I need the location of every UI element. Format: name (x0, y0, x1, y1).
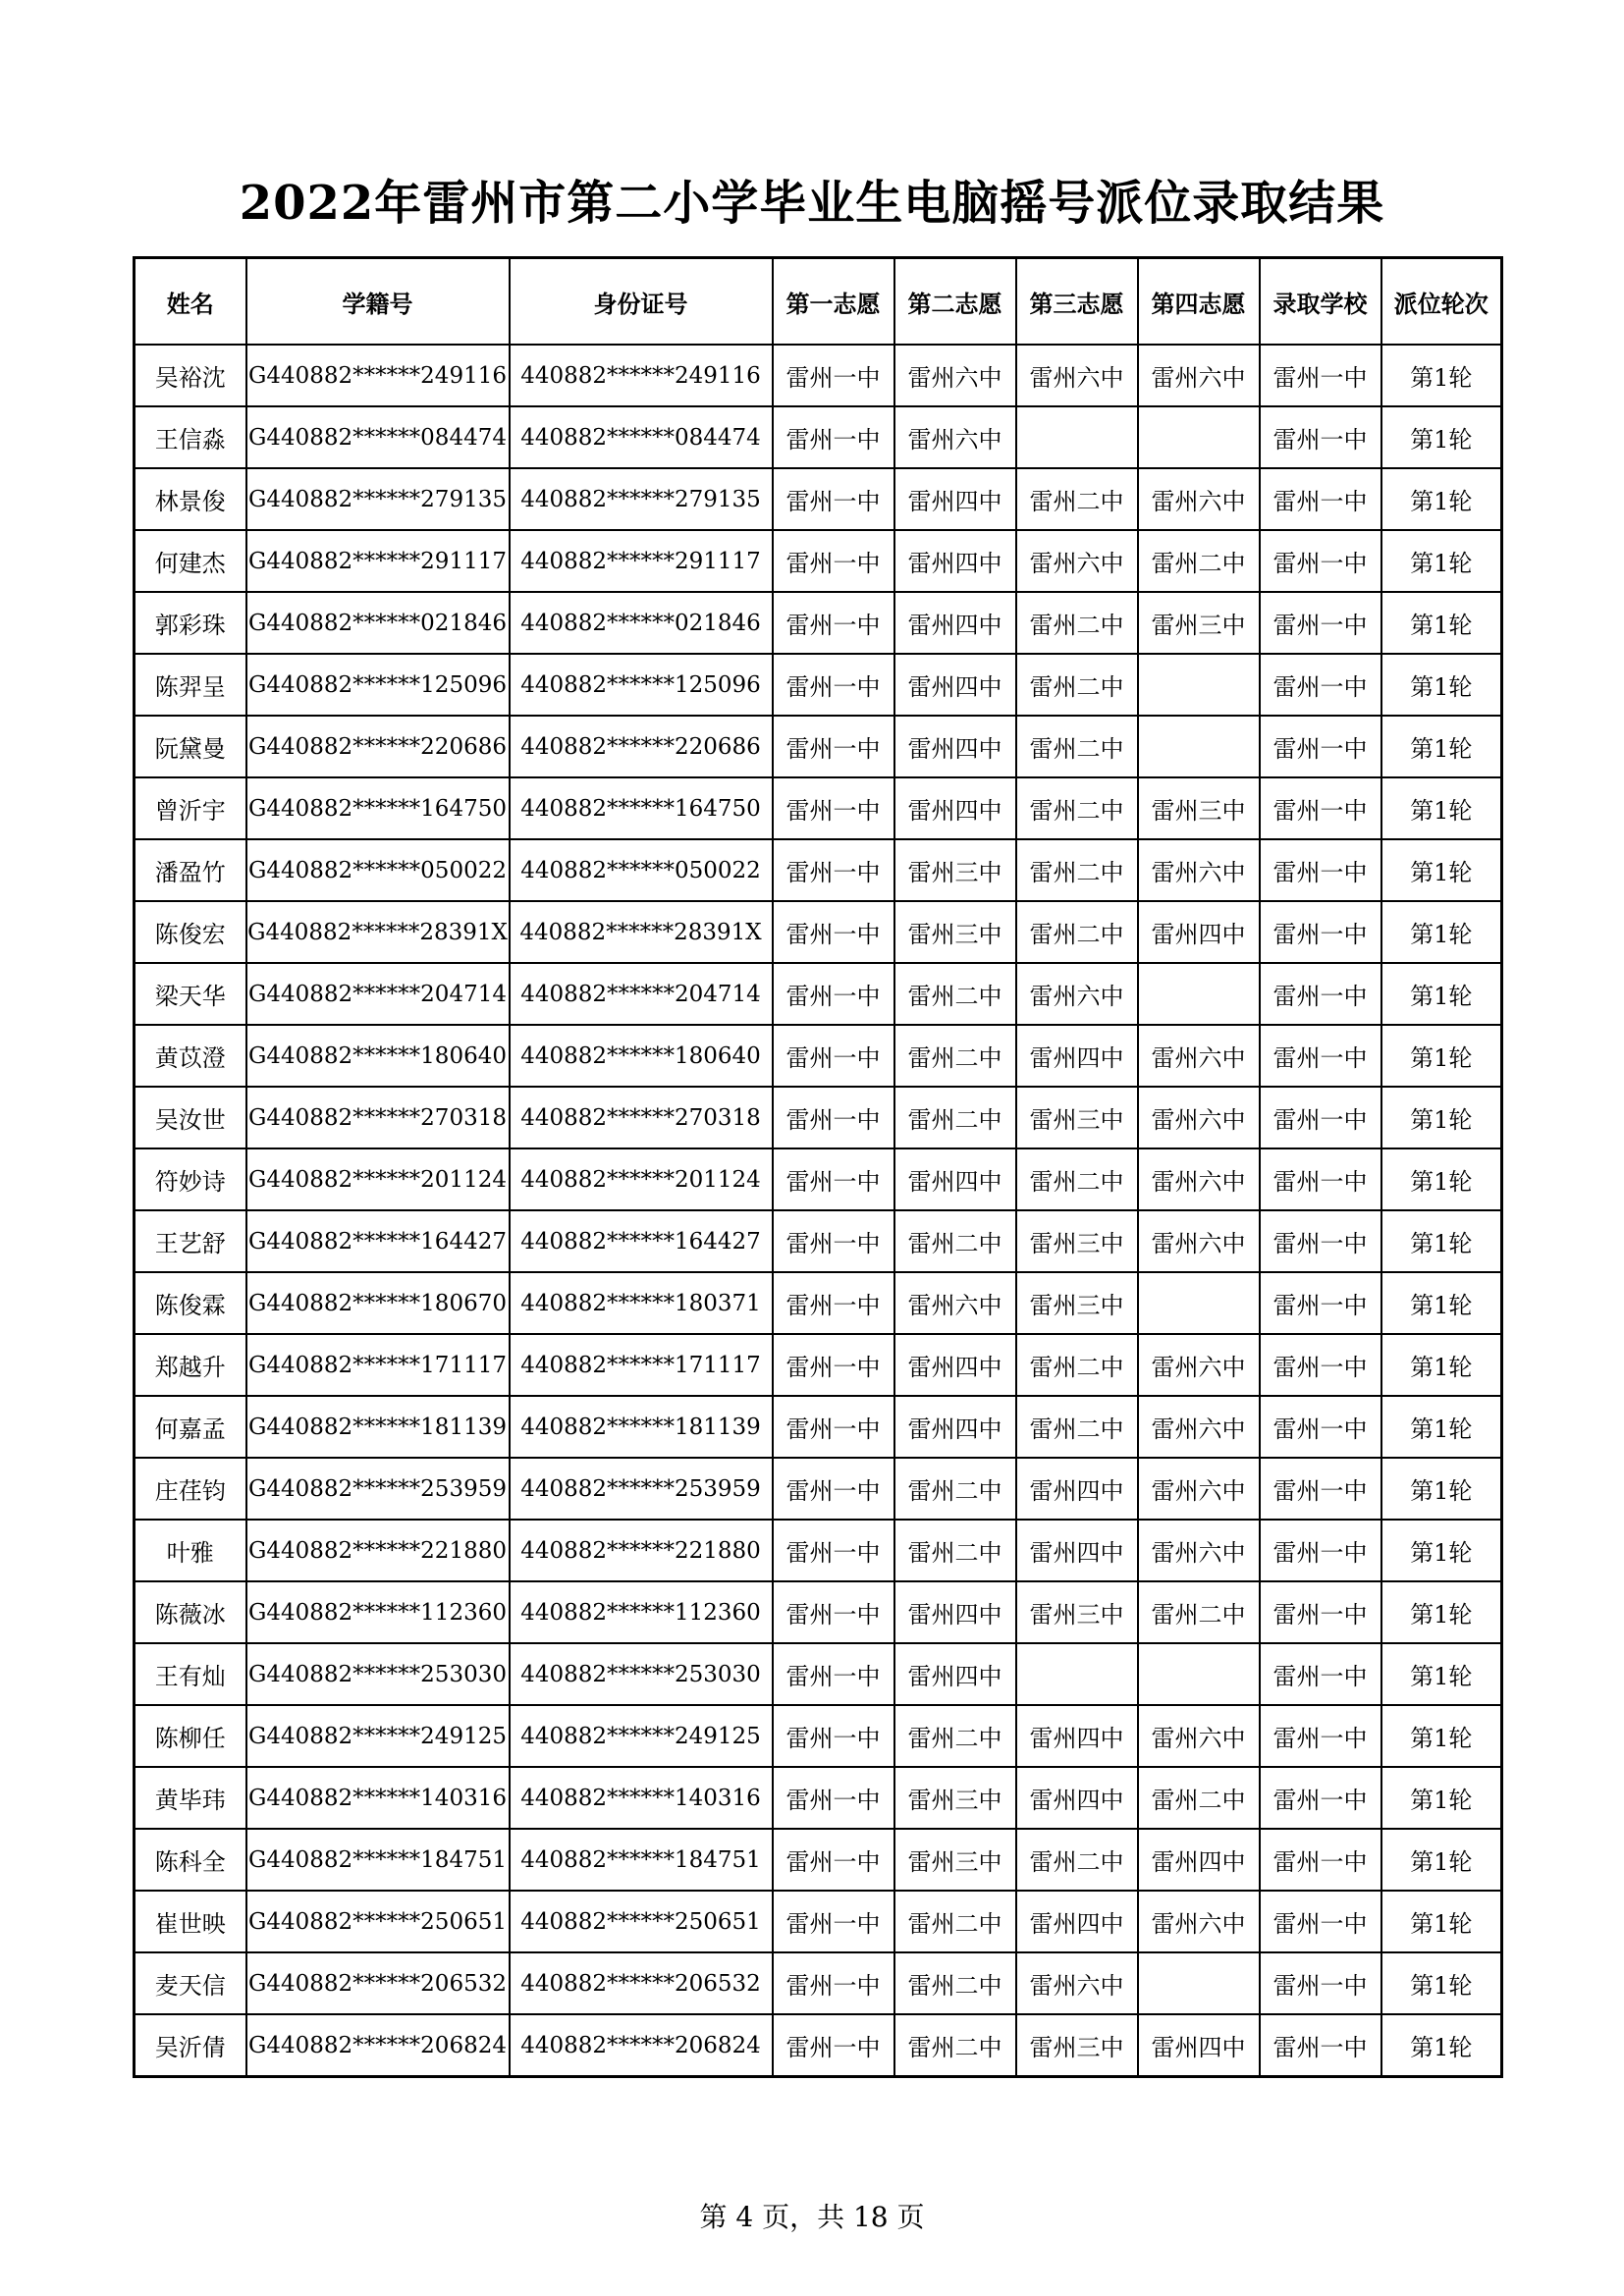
table-row (135, 1643, 1502, 1705)
table-row (135, 654, 1502, 716)
table-row (135, 2014, 1502, 2077)
cell-choice-2: 雷州四中 (894, 654, 1016, 716)
cell-choice-3: 雷州二中 (1016, 1148, 1138, 1210)
cell-id-card: 440882******125096 (510, 654, 773, 716)
cell-admitted-school: 雷州一中 (1260, 1520, 1381, 1581)
cell-choice-2: 雷州六中 (894, 406, 1016, 468)
cell-choice-4 (1138, 1952, 1260, 2014)
table-row (135, 901, 1502, 963)
cell-admitted-school: 雷州一中 (1260, 406, 1381, 468)
cell-admitted-school: 雷州一中 (1260, 1705, 1381, 1767)
cell-choice-1: 雷州一中 (773, 406, 894, 468)
table-row (135, 345, 1502, 406)
cell-admitted-school: 雷州一中 (1260, 1581, 1381, 1643)
cell-choice-1: 雷州一中 (773, 468, 894, 530)
cell-student-id: G440882******249116 (246, 345, 510, 406)
cell-choice-2: 雷州二中 (894, 1705, 1016, 1767)
results-table (133, 256, 1503, 2078)
cell-id-card: 440882******221880 (510, 1520, 773, 1581)
cell-choice-4: 雷州四中 (1138, 901, 1260, 963)
cell-round: 第1轮 (1381, 1705, 1502, 1767)
cell-choice-1: 雷州一中 (773, 1643, 894, 1705)
cell-id-card: 440882******112360 (510, 1581, 773, 1643)
cell-name: 陈俊宏 (135, 901, 246, 963)
cell-choice-2: 雷州四中 (894, 1334, 1016, 1396)
cell-choice-4: 雷州六中 (1138, 345, 1260, 406)
cell-choice-2: 雷州二中 (894, 963, 1016, 1025)
cell-name: 梁天华 (135, 963, 246, 1025)
table-row (135, 1148, 1502, 1210)
cell-student-id: G440882******253030 (246, 1643, 510, 1705)
cell-name: 吴裕沈 (135, 345, 246, 406)
cell-choice-2: 雷州二中 (894, 1087, 1016, 1148)
cell-round: 第1轮 (1381, 530, 1502, 592)
table-row (135, 406, 1502, 468)
cell-admitted-school: 雷州一中 (1260, 1767, 1381, 1829)
table-row (135, 1767, 1502, 1829)
header-row (135, 258, 1502, 346)
cell-choice-2: 雷州四中 (894, 468, 1016, 530)
cell-choice-4: 雷州六中 (1138, 839, 1260, 901)
cell-admitted-school: 雷州一中 (1260, 1025, 1381, 1087)
cell-round: 第1轮 (1381, 468, 1502, 530)
cell-choice-2: 雷州二中 (894, 1458, 1016, 1520)
cell-choice-2: 雷州四中 (894, 530, 1016, 592)
cell-id-card: 440882******021846 (510, 592, 773, 654)
cell-admitted-school: 雷州一中 (1260, 530, 1381, 592)
cell-choice-2: 雷州二中 (894, 1952, 1016, 2014)
header-round: 派位轮次 (1381, 258, 1502, 346)
cell-name: 吴汝世 (135, 1087, 246, 1148)
cell-name: 何嘉孟 (135, 1396, 246, 1458)
cell-id-card: 440882******253959 (510, 1458, 773, 1520)
cell-choice-3: 雷州三中 (1016, 1272, 1138, 1334)
cell-round: 第1轮 (1381, 1952, 1502, 2014)
cell-round: 第1轮 (1381, 777, 1502, 839)
cell-choice-2: 雷州三中 (894, 901, 1016, 963)
cell-round: 第1轮 (1381, 839, 1502, 901)
cell-round: 第1轮 (1381, 716, 1502, 777)
cell-id-card: 440882******206824 (510, 2014, 773, 2077)
cell-choice-1: 雷州一中 (773, 1272, 894, 1334)
cell-choice-3: 雷州二中 (1016, 839, 1138, 901)
header-id-card: 身份证号 (510, 258, 773, 346)
cell-round: 第1轮 (1381, 963, 1502, 1025)
cell-choice-2: 雷州二中 (894, 1210, 1016, 1272)
cell-admitted-school: 雷州一中 (1260, 1458, 1381, 1520)
table-row (135, 530, 1502, 592)
cell-choice-3: 雷州三中 (1016, 1581, 1138, 1643)
cell-choice-1: 雷州一中 (773, 1458, 894, 1520)
table-row (135, 1829, 1502, 1891)
cell-choice-4: 雷州六中 (1138, 1148, 1260, 1210)
cell-admitted-school: 雷州一中 (1260, 1829, 1381, 1891)
cell-id-card: 440882******250651 (510, 1891, 773, 1952)
cell-name: 崔世映 (135, 1891, 246, 1952)
cell-admitted-school: 雷州一中 (1260, 1952, 1381, 2014)
table-row (135, 1705, 1502, 1767)
cell-choice-4: 雷州四中 (1138, 2014, 1260, 2077)
cell-choice-3: 雷州二中 (1016, 592, 1138, 654)
cell-choice-3: 雷州四中 (1016, 1458, 1138, 1520)
cell-choice-4: 雷州六中 (1138, 1087, 1260, 1148)
cell-choice-1: 雷州一中 (773, 1334, 894, 1396)
cell-round: 第1轮 (1381, 901, 1502, 963)
cell-choice-1: 雷州一中 (773, 777, 894, 839)
cell-choice-3: 雷州二中 (1016, 777, 1138, 839)
cell-choice-4: 雷州六中 (1138, 1520, 1260, 1581)
cell-round: 第1轮 (1381, 345, 1502, 406)
cell-id-card: 440882******171117 (510, 1334, 773, 1396)
cell-admitted-school: 雷州一中 (1260, 1210, 1381, 1272)
cell-student-id: G440882******084474 (246, 406, 510, 468)
cell-student-id: G440882******181139 (246, 1396, 510, 1458)
cell-admitted-school: 雷州一中 (1260, 1891, 1381, 1952)
cell-round: 第1轮 (1381, 1148, 1502, 1210)
cell-admitted-school: 雷州一中 (1260, 1334, 1381, 1396)
cell-admitted-school: 雷州一中 (1260, 1396, 1381, 1458)
table-row (135, 1334, 1502, 1396)
cell-id-card: 440882******279135 (510, 468, 773, 530)
cell-choice-3: 雷州六中 (1016, 1952, 1138, 2014)
cell-choice-3: 雷州二中 (1016, 468, 1138, 530)
cell-id-card: 440882******204714 (510, 963, 773, 1025)
cell-round: 第1轮 (1381, 2014, 1502, 2077)
cell-choice-3: 雷州四中 (1016, 1025, 1138, 1087)
cell-choice-1: 雷州一中 (773, 2014, 894, 2077)
cell-round: 第1轮 (1381, 1581, 1502, 1643)
cell-name: 潘盈竹 (135, 839, 246, 901)
cell-choice-1: 雷州一中 (773, 530, 894, 592)
page-footer: 第 4 页，共 18 页 (699, 2201, 925, 2233)
table-row (135, 1396, 1502, 1458)
cell-name: 郭彩珠 (135, 592, 246, 654)
table-row (135, 1891, 1502, 1952)
cell-name: 黄毕玮 (135, 1767, 246, 1829)
cell-name: 郑越升 (135, 1334, 246, 1396)
cell-name: 陈薇冰 (135, 1581, 246, 1643)
cell-name: 陈柳任 (135, 1705, 246, 1767)
cell-round: 第1轮 (1381, 1396, 1502, 1458)
cell-choice-4: 雷州四中 (1138, 1829, 1260, 1891)
cell-name: 王信淼 (135, 406, 246, 468)
cell-choice-1: 雷州一中 (773, 592, 894, 654)
cell-choice-2: 雷州二中 (894, 2014, 1016, 2077)
cell-choice-3: 雷州三中 (1016, 1210, 1138, 1272)
cell-id-card: 440882******184751 (510, 1829, 773, 1891)
cell-choice-3: 雷州四中 (1016, 1705, 1138, 1767)
cell-admitted-school: 雷州一中 (1260, 1272, 1381, 1334)
cell-choice-2: 雷州六中 (894, 345, 1016, 406)
cell-choice-4 (1138, 406, 1260, 468)
cell-name: 何建杰 (135, 530, 246, 592)
cell-admitted-school: 雷州一中 (1260, 1087, 1381, 1148)
cell-student-id: G440882******180640 (246, 1025, 510, 1087)
header-admitted-school: 录取学校 (1260, 258, 1381, 346)
table-row (135, 1581, 1502, 1643)
cell-choice-4: 雷州六中 (1138, 1705, 1260, 1767)
cell-admitted-school: 雷州一中 (1260, 2014, 1381, 2077)
header-choice-3: 第三志愿 (1016, 258, 1138, 346)
cell-choice-4: 雷州二中 (1138, 1767, 1260, 1829)
cell-name: 曾沂宇 (135, 777, 246, 839)
table-row (135, 468, 1502, 530)
table-row (135, 1210, 1502, 1272)
cell-choice-2: 雷州三中 (894, 1767, 1016, 1829)
cell-name: 陈科全 (135, 1829, 246, 1891)
cell-choice-4 (1138, 1272, 1260, 1334)
cell-round: 第1轮 (1381, 1210, 1502, 1272)
cell-choice-4: 雷州三中 (1138, 777, 1260, 839)
cell-admitted-school: 雷州一中 (1260, 901, 1381, 963)
cell-student-id: G440882******050022 (246, 839, 510, 901)
header-name: 姓名 (135, 258, 246, 346)
cell-name: 麦天信 (135, 1952, 246, 2014)
header-choice-1: 第一志愿 (773, 258, 894, 346)
cell-id-card: 440882******249125 (510, 1705, 773, 1767)
table-row (135, 1458, 1502, 1520)
table-row (135, 839, 1502, 901)
cell-name: 陈羿呈 (135, 654, 246, 716)
cell-round: 第1轮 (1381, 1272, 1502, 1334)
cell-choice-4 (1138, 1643, 1260, 1705)
cell-choice-3: 雷州二中 (1016, 1829, 1138, 1891)
cell-choice-2: 雷州三中 (894, 839, 1016, 901)
cell-choice-1: 雷州一中 (773, 1581, 894, 1643)
cell-id-card: 440882******180371 (510, 1272, 773, 1334)
cell-choice-1: 雷州一中 (773, 1396, 894, 1458)
cell-choice-3: 雷州二中 (1016, 1334, 1138, 1396)
cell-choice-3: 雷州六中 (1016, 345, 1138, 406)
cell-choice-3: 雷州六中 (1016, 963, 1138, 1025)
cell-choice-1: 雷州一中 (773, 345, 894, 406)
cell-admitted-school: 雷州一中 (1260, 1148, 1381, 1210)
cell-choice-4: 雷州三中 (1138, 592, 1260, 654)
cell-admitted-school: 雷州一中 (1260, 839, 1381, 901)
cell-student-id: G440882******253959 (246, 1458, 510, 1520)
cell-choice-3: 雷州六中 (1016, 530, 1138, 592)
cell-choice-3 (1016, 1643, 1138, 1705)
cell-choice-4: 雷州六中 (1138, 1396, 1260, 1458)
cell-student-id: G440882******171117 (246, 1334, 510, 1396)
cell-admitted-school: 雷州一中 (1260, 345, 1381, 406)
cell-name: 阮黛曼 (135, 716, 246, 777)
cell-name: 符妙诗 (135, 1148, 246, 1210)
cell-choice-2: 雷州四中 (894, 1148, 1016, 1210)
table-row (135, 1025, 1502, 1087)
cell-choice-2: 雷州四中 (894, 1643, 1016, 1705)
cell-student-id: G440882******180670 (246, 1272, 510, 1334)
cell-student-id: G440882******112360 (246, 1581, 510, 1643)
cell-choice-1: 雷州一中 (773, 1210, 894, 1272)
cell-name: 庄荏钧 (135, 1458, 246, 1520)
cell-choice-2: 雷州四中 (894, 777, 1016, 839)
cell-student-id: G440882******250651 (246, 1891, 510, 1952)
cell-id-card: 440882******249116 (510, 345, 773, 406)
cell-student-id: G440882******201124 (246, 1148, 510, 1210)
cell-choice-3: 雷州四中 (1016, 1767, 1138, 1829)
cell-choice-3: 雷州三中 (1016, 1087, 1138, 1148)
cell-student-id: G440882******204714 (246, 963, 510, 1025)
header-choice-2: 第二志愿 (894, 258, 1016, 346)
cell-choice-3 (1016, 406, 1138, 468)
cell-choice-3: 雷州二中 (1016, 901, 1138, 963)
cell-round: 第1轮 (1381, 1458, 1502, 1520)
cell-student-id: G440882******184751 (246, 1829, 510, 1891)
cell-id-card: 440882******291117 (510, 530, 773, 592)
cell-id-card: 440882******181139 (510, 1396, 773, 1458)
cell-student-id: G440882******221880 (246, 1520, 510, 1581)
cell-round: 第1轮 (1381, 1891, 1502, 1952)
cell-admitted-school: 雷州一中 (1260, 716, 1381, 777)
cell-student-id: G440882******270318 (246, 1087, 510, 1148)
table-row (135, 1272, 1502, 1334)
cell-choice-2: 雷州四中 (894, 1396, 1016, 1458)
cell-id-card: 440882******164427 (510, 1210, 773, 1272)
cell-id-card: 440882******180640 (510, 1025, 773, 1087)
header-student-id: 学籍号 (246, 258, 510, 346)
cell-student-id: G440882******28391X (246, 901, 510, 963)
cell-choice-3: 雷州四中 (1016, 1891, 1138, 1952)
cell-choice-4: 雷州六中 (1138, 1210, 1260, 1272)
cell-student-id: G440882******140316 (246, 1767, 510, 1829)
cell-id-card: 440882******050022 (510, 839, 773, 901)
cell-choice-2: 雷州四中 (894, 592, 1016, 654)
table-row (135, 1087, 1502, 1148)
cell-name: 林景俊 (135, 468, 246, 530)
cell-round: 第1轮 (1381, 1829, 1502, 1891)
cell-choice-1: 雷州一中 (773, 1148, 894, 1210)
cell-choice-4: 雷州六中 (1138, 1458, 1260, 1520)
cell-choice-3: 雷州二中 (1016, 716, 1138, 777)
cell-student-id: G440882******249125 (246, 1705, 510, 1767)
cell-choice-3: 雷州二中 (1016, 1396, 1138, 1458)
cell-round: 第1轮 (1381, 1334, 1502, 1396)
cell-choice-4 (1138, 654, 1260, 716)
header-choice-4: 第四志愿 (1138, 258, 1260, 346)
cell-choice-1: 雷州一中 (773, 1520, 894, 1581)
cell-student-id: G440882******206532 (246, 1952, 510, 2014)
cell-name: 黄苡澄 (135, 1025, 246, 1087)
cell-student-id: G440882******291117 (246, 530, 510, 592)
cell-choice-1: 雷州一中 (773, 1087, 894, 1148)
cell-student-id: G440882******206824 (246, 2014, 510, 2077)
cell-round: 第1轮 (1381, 1643, 1502, 1705)
cell-student-id: G440882******279135 (246, 468, 510, 530)
cell-choice-1: 雷州一中 (773, 1767, 894, 1829)
cell-choice-2: 雷州四中 (894, 1581, 1016, 1643)
cell-student-id: G440882******164427 (246, 1210, 510, 1272)
cell-choice-3: 雷州四中 (1016, 1520, 1138, 1581)
cell-choice-1: 雷州一中 (773, 1829, 894, 1891)
cell-admitted-school: 雷州一中 (1260, 777, 1381, 839)
cell-id-card: 440882******201124 (510, 1148, 773, 1210)
cell-choice-3: 雷州三中 (1016, 2014, 1138, 2077)
cell-choice-1: 雷州一中 (773, 963, 894, 1025)
cell-name: 王有灿 (135, 1643, 246, 1705)
cell-name: 陈俊霖 (135, 1272, 246, 1334)
cell-admitted-school: 雷州一中 (1260, 468, 1381, 530)
cell-round: 第1轮 (1381, 1767, 1502, 1829)
cell-choice-4 (1138, 716, 1260, 777)
cell-id-card: 440882******164750 (510, 777, 773, 839)
cell-name: 叶雅 (135, 1520, 246, 1581)
table-row (135, 777, 1502, 839)
cell-admitted-school: 雷州一中 (1260, 963, 1381, 1025)
cell-choice-4: 雷州六中 (1138, 1334, 1260, 1396)
cell-choice-2: 雷州二中 (894, 1025, 1016, 1087)
cell-round: 第1轮 (1381, 654, 1502, 716)
cell-choice-2: 雷州六中 (894, 1272, 1016, 1334)
cell-admitted-school: 雷州一中 (1260, 654, 1381, 716)
cell-round: 第1轮 (1381, 1087, 1502, 1148)
cell-student-id: G440882******220686 (246, 716, 510, 777)
table-row (135, 716, 1502, 777)
cell-choice-1: 雷州一中 (773, 716, 894, 777)
cell-admitted-school: 雷州一中 (1260, 1643, 1381, 1705)
cell-name: 吴沂倩 (135, 2014, 246, 2077)
cell-student-id: G440882******164750 (246, 777, 510, 839)
cell-choice-1: 雷州一中 (773, 839, 894, 901)
cell-choice-4 (1138, 963, 1260, 1025)
cell-name: 王艺舒 (135, 1210, 246, 1272)
table-row (135, 592, 1502, 654)
cell-round: 第1轮 (1381, 1025, 1502, 1087)
table-row (135, 1952, 1502, 2014)
cell-round: 第1轮 (1381, 406, 1502, 468)
cell-choice-2: 雷州二中 (894, 1520, 1016, 1581)
cell-id-card: 440882******140316 (510, 1767, 773, 1829)
cell-choice-1: 雷州一中 (773, 654, 894, 716)
cell-choice-2: 雷州三中 (894, 1829, 1016, 1891)
cell-choice-2: 雷州二中 (894, 1891, 1016, 1952)
cell-id-card: 440882******206532 (510, 1952, 773, 2014)
cell-choice-3: 雷州二中 (1016, 654, 1138, 716)
table-row (135, 1520, 1502, 1581)
cell-choice-1: 雷州一中 (773, 901, 894, 963)
cell-id-card: 440882******270318 (510, 1087, 773, 1148)
cell-student-id: G440882******021846 (246, 592, 510, 654)
cell-choice-4: 雷州二中 (1138, 1581, 1260, 1643)
page-title: 2022年雷州市第二小学毕业生电脑摇号派位录取结果 (239, 176, 1385, 231)
cell-choice-4: 雷州六中 (1138, 1025, 1260, 1087)
cell-choice-1: 雷州一中 (773, 1891, 894, 1952)
cell-id-card: 440882******28391X (510, 901, 773, 963)
cell-choice-1: 雷州一中 (773, 1952, 894, 2014)
cell-choice-1: 雷州一中 (773, 1025, 894, 1087)
cell-id-card: 440882******253030 (510, 1643, 773, 1705)
cell-id-card: 440882******084474 (510, 406, 773, 468)
table-row (135, 963, 1502, 1025)
cell-choice-4: 雷州六中 (1138, 1891, 1260, 1952)
cell-choice-4: 雷州二中 (1138, 530, 1260, 592)
cell-student-id: G440882******125096 (246, 654, 510, 716)
cell-choice-2: 雷州四中 (894, 716, 1016, 777)
cell-id-card: 440882******220686 (510, 716, 773, 777)
cell-choice-4: 雷州六中 (1138, 468, 1260, 530)
cell-round: 第1轮 (1381, 592, 1502, 654)
cell-round: 第1轮 (1381, 1520, 1502, 1581)
cell-choice-1: 雷州一中 (773, 1705, 894, 1767)
cell-admitted-school: 雷州一中 (1260, 592, 1381, 654)
